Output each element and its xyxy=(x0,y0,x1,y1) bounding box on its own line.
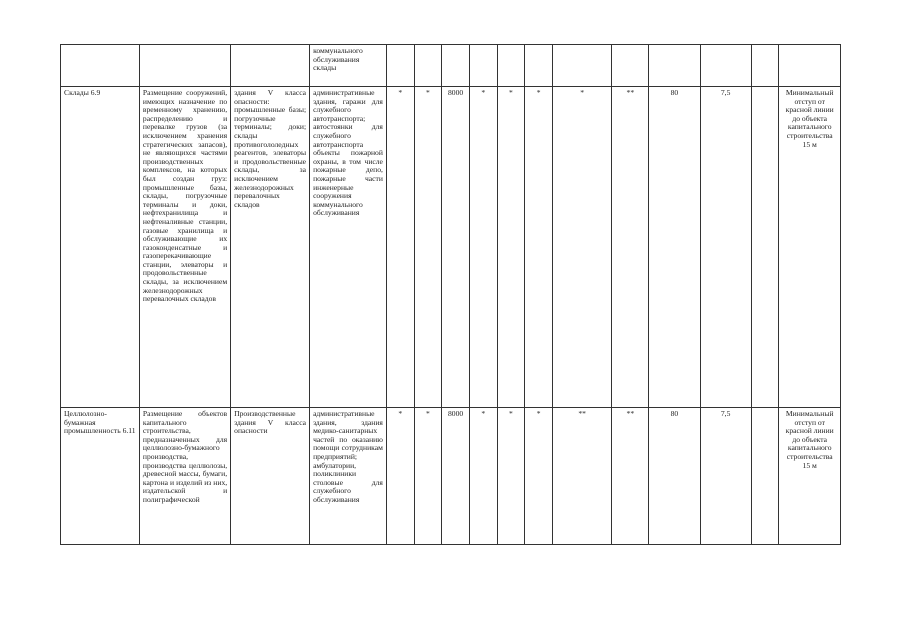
table-cell: 80 xyxy=(649,408,700,545)
table-cell xyxy=(414,45,442,87)
table-cell xyxy=(649,45,700,87)
table-row xyxy=(61,45,841,87)
table-cell: * xyxy=(497,87,525,408)
table-cell: * xyxy=(386,87,414,408)
table-cell: Размещение сооружений, имеющих назначение по временному хранению, распределению и перевалке грузов (за исключением хранения стратегических запасов), не являющихся частями производственных комплексов, на которых был создан груз: промышленные базы, склады, погрузочные терминалы и доки, нефтехранилища и нефтеналивные станции, газовые хранилища и обслуживающие их газоконденсатные и газоперекачивающие станции, элеваторы и продовольственные склады, за исключением железнодорожных перевалочных складов xyxy=(139,87,230,408)
table-cell: * xyxy=(469,408,497,545)
table-cell: * xyxy=(552,87,611,408)
table-cell xyxy=(751,87,779,408)
table-cell xyxy=(700,45,751,87)
table-cell: 8000 xyxy=(442,87,470,408)
table-cell: Минимальный отступ от красной линии до объекта капитального строительства 15 м xyxy=(779,408,841,545)
table-cell: Производственные здания V класса опасности xyxy=(231,408,310,545)
table-cell xyxy=(469,45,497,87)
table-cell: административные здания, здания медико-санитарных частей по оказанию помощи сотрудникам предприятий; амбулатории, поликлиники столовые для служебного обслуживания xyxy=(310,408,387,545)
table-cell: коммунального обслуживания склады xyxy=(310,45,387,87)
table-cell xyxy=(442,45,470,87)
table-row xyxy=(61,408,841,545)
table-cell: Склады 6.9 xyxy=(61,87,140,408)
table-cell xyxy=(751,408,779,545)
table-cell xyxy=(61,45,140,87)
table-cell: здания V класса опасности: промышленные базы; погрузочные терминалы; доки; склады противогололедных реагентов, элеваторы и продовольственные склады, за исключением железнодорожных перевалочных складов xyxy=(231,87,310,408)
table-cell xyxy=(497,45,525,87)
table-cell xyxy=(231,45,310,87)
table-cell xyxy=(139,45,230,87)
table-cell: Целлюлозно-бумажная промышленность 6.11 xyxy=(61,408,140,545)
table-cell: ** xyxy=(612,87,649,408)
table-cell: * xyxy=(525,408,553,545)
table-cell: * xyxy=(414,408,442,545)
table-cell: Размещение объектов капитального строительства, предназначенных для целлюлозно-бумажного производства, производства целлюлозы, древесной массы, бумаги, картона и изделий из них, издательской и полиграфической xyxy=(139,408,230,545)
table-cell xyxy=(525,45,553,87)
table-row xyxy=(61,87,841,408)
table-cell: * xyxy=(469,87,497,408)
table-cell: 8000 xyxy=(442,408,470,545)
regulations-table xyxy=(60,44,841,545)
table-cell xyxy=(386,45,414,87)
table-cell: ** xyxy=(552,408,611,545)
table-cell: административные здания, гаражи для служебного автотранспорта; автостоянки для служебного автотранспорта объекты пожарной охраны, в том числе пожарные депо, пожарные части инженерные сооружения коммунального обслуживания xyxy=(310,87,387,408)
table-cell xyxy=(779,45,841,87)
table-cell: * xyxy=(386,408,414,545)
table-cell: * xyxy=(497,408,525,545)
table-cell xyxy=(612,45,649,87)
table-cell: * xyxy=(414,87,442,408)
table-cell: Минимальный отступ от красной линии до объекта капитального строительства 15 м xyxy=(779,87,841,408)
table-cell xyxy=(751,45,779,87)
table-cell: 7,5 xyxy=(700,87,751,408)
table-cell xyxy=(552,45,611,87)
table-cell: * xyxy=(525,87,553,408)
table-cell: 7,5 xyxy=(700,408,751,545)
table-cell: ** xyxy=(612,408,649,545)
table-cell: 80 xyxy=(649,87,700,408)
